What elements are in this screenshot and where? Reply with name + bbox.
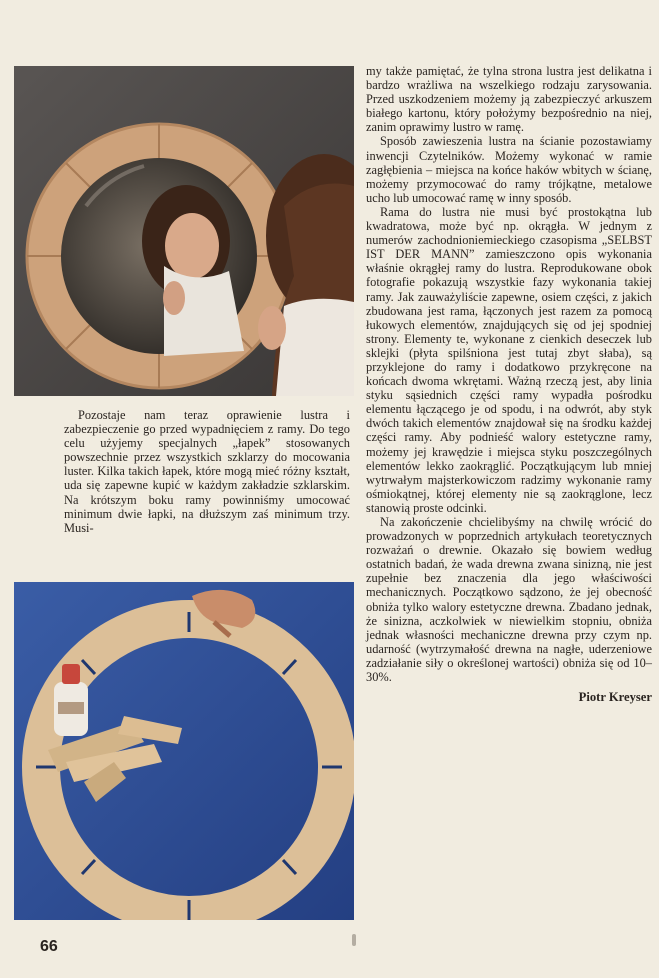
left-column: [64, 408, 350, 535]
right-column: [366, 64, 652, 704]
mirror-photo: [14, 66, 354, 396]
print-speck: [352, 934, 356, 946]
paragraph: Na zakończenie chcielibyśmy na chwilę wrócić do prowadzonych w poprzednich artykułach teoretycznych rozważań o drewnie. Okazało się bowiem według ostatnich badań, że wada drewna zwana sinizną, nie jest zupełnie bez znaczenia dla jego właściwości mechanicznych. Początkowo sądzono, że jej obecność obniża tylko walory estetyczne drewna. Zbadano jednak, że sinizna, aczkolwiek w niewielkim stopniu, obniża jednak własności mechaniczne drewna przy czym np. udarność (wytrzymałość drewna na nagłe, uderzeniowe zadziałanie siły o określonej wartości) obniża się od 10–30%.: [366, 515, 652, 685]
paragraph: Sposób zawieszenia lustra na ścianie pozostawiamy inwencji Czytelników. Możemy wykonać w ramie zagłębienia – miejsca na końce haków wbitych w ścianę, możemy przymocować do ramy trójkątne, metalowe ucho lub umocować ramę w inny sposób.: [366, 134, 652, 205]
paragraph: Rama do lustra nie musi być prostokątna lub kwadratowa, może być np. okrągła. W jednym z numerów zachodnioniemieckiego czasopisma „SELBST IST DER MANN” zamieszczono opis wykonania właśnie okrągłej ramy do lustra. Reprodukowane obok fotografie pokazują wszystkie fazy wykonania takiej ramy. Jak zauważyliście zapewne, osiem części, z jakich zbudowana jest rama, łączonych jest razem za pomocą łukowych elementów, znajdujących się od jej spodniej strony. Elementy te, wykonane z cienkich deseczek lub sklejki (płyta spilśniona jest tutaj zbyt słaba), są przyklejone do ramy i dodatkowo przykręcone na końcach dwoma wkrętami. Ważną rzeczą jest, aby linia styku sąsiednich części ramy wypadła pośrodku elementu łączącego je od spodu, i na odwrót, aby styk dwóch takich elementów znajdował się na środku każdej części ramy. Aby podnieść walory estetyczne ramy, możemy jej krawędzie i miejsca styku poszczególnych elementów lekko zaokrąglić. Początkującym lub mniej wytrwałym majsterkowiczom radzimy wykonanie ramy ośmiokątnej, której elementy nie są zaokrąglone, lecz stanowią proste odcinki.: [366, 204, 652, 515]
paragraph: my także pamiętać, że tylna strona lustra jest delikatna i bardzo wrażliwa na wszelkiego rodzaju zarysowania. Przed uszkodzeniem możemy ją zabezpieczyć arkuszem białego kartonu, który położymy bezpośrednio na niej, zanim oprawimy lustro w ramę.: [366, 64, 652, 135]
paragraph: Pozostaje nam teraz oprawienie lustra i zabezpieczenie go przed wypadnięciem z ramy. Do tego celu użyjemy specjalnych „łapek” stosowanych powszechnie przez wszystkich szklarzy do mocowania luster. Kilka takich łapek, które mogą mieć różny kształt, uda się zapewne kupić w każdym zakładzie szklarskim. Na krótszym boku ramy powinniśmy umocować minimum dwie łapki, na dłuższym zaś minimum trzy. Musi-: [64, 408, 350, 535]
frame-segments-photo: [14, 582, 354, 920]
author-signature: Piotr Kreyser: [578, 690, 652, 705]
page-number: 66: [40, 938, 58, 955]
